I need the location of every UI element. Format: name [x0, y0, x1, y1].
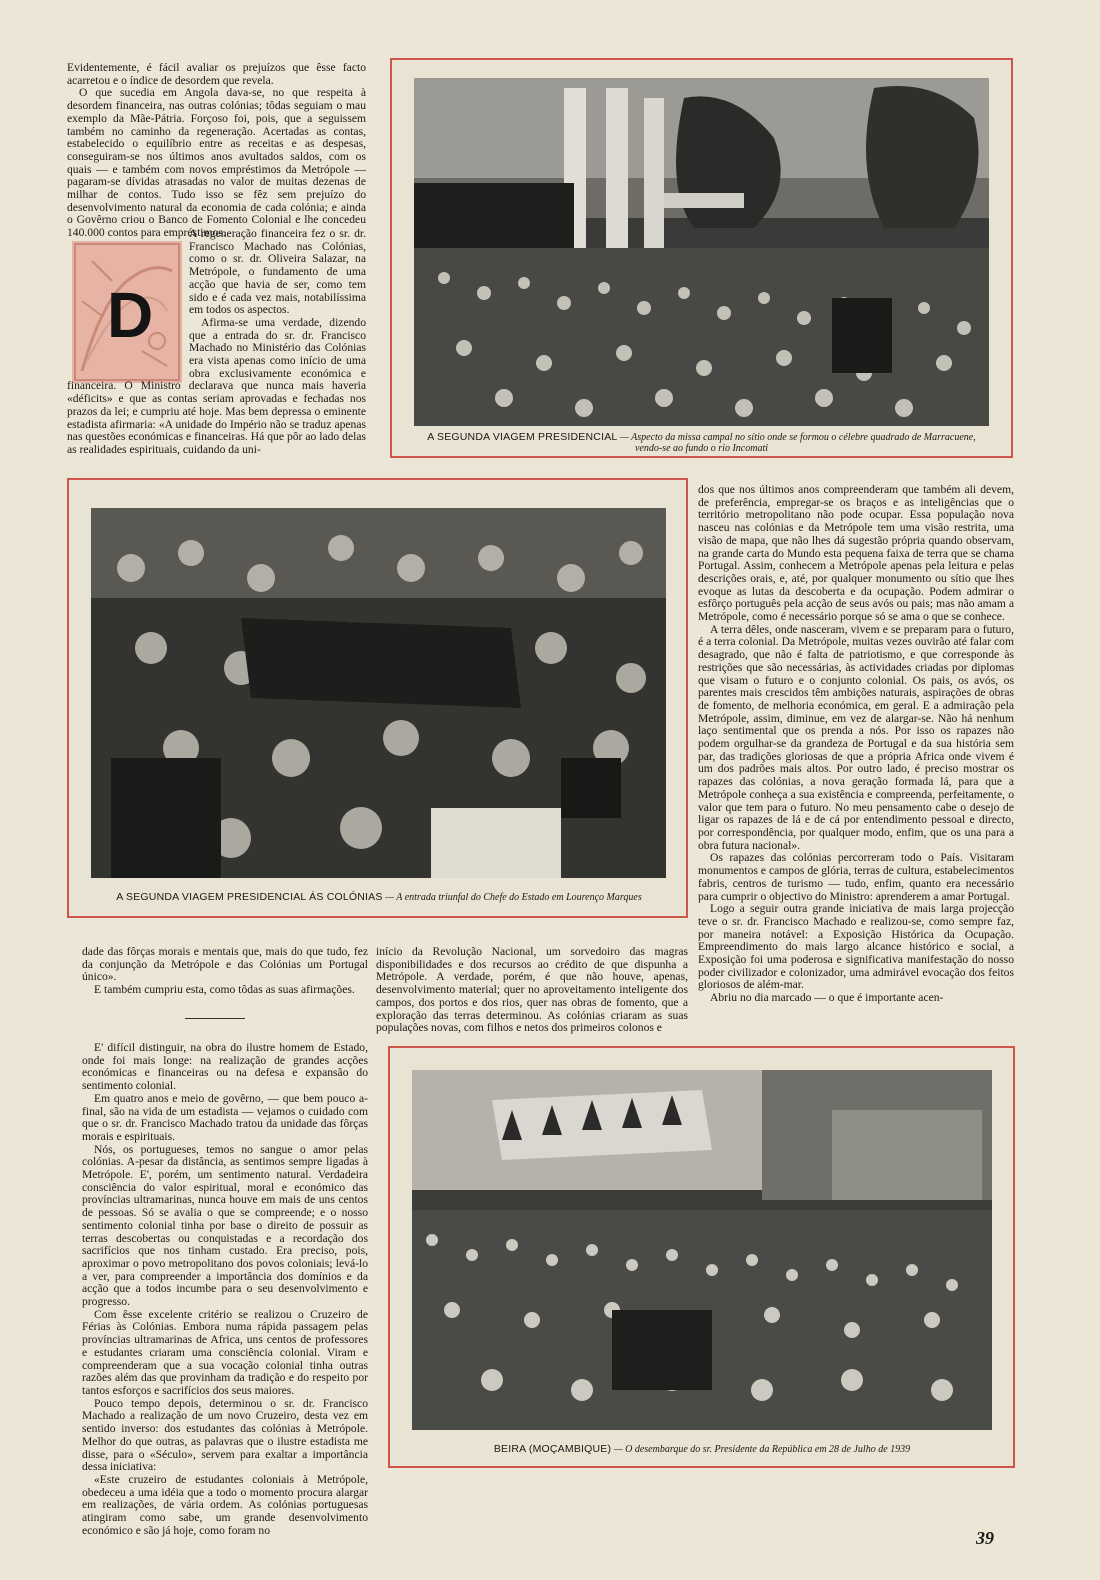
paragraph: Logo a seguir outra grande iniciativa de mais larga projecção teve o sr. dr. Francisco Machado e realizou-se, como sempre faz, por maneira notável: a Exposição Histórica da Ocupação. Empreendimento do mais largo alcance histórico e social, a Exposição foi uma poderosa e significativa manifestação do nosso poder civilizador e colonizador, uma admirável evocação dos feitos gloriosos de além-mar. — [698, 902, 1014, 992]
caption-text: — Aspecto da missa campal no sítio onde se formou o célebre quadrado de Marracuene, vendo-se ao fundo o rio Incomati — [617, 432, 976, 454]
photo-desembarque-beira — [412, 1070, 992, 1430]
paragraph: Os rapazes das colónias percorreram todo o País. Visitaram monumentos e campos de glória, terras de cultura, estabelecimentos fabris, centros de turismo — tudo, enfim, quanto era necessário para cumprir o objectivo do Ministro: aprenderem a amar Portugal. — [698, 851, 1014, 903]
paragraph: Nós, os portugueses, temos no sangue o amor pelas colónias. A-pesar da distância, as sentimos sempre ligadas à Metrópole. E', porém, um sentimento natural. Verdadeira consciência do valor espiritual, moral e económico das províncias ultramarinas, nunca houve em mais de uns centos de pessoas. Só se avalia o que se compreende; e o nosso sentimento colonial tinha por base o direito de possuir as terras descobertas ou conquistadas e a recordação dos sacrifícios que nos tinham custado. Era preciso, pois, aproximar o povo metropolitano dos povos coloniais; levá-lo a ver, para compreender a importância dos domínios e da acção que a todos incumbe para o seu desenvolvimento e progresso. — [82, 1142, 368, 1309]
paragraph: A regeneração financeira fez o sr. dr. Francisco Machado nas Colónias, como o sr. dr. Oliveira Salazar, na Metrópole, o fundamento de uma acção que havia de ser, como tem sido e é cada vez mais, notabilíssima em todos os aspectos. — [189, 227, 366, 317]
photo-frame-missa-campal — [390, 58, 1013, 458]
caption-heading: A SEGUNDA VIAGEM PRESIDENCIAL — [427, 431, 618, 443]
dropcap-spacer — [67, 228, 189, 380]
caption-heading: A SEGUNDA VIAGEM PRESIDENCIAL ÁS COLÓNIAS — [116, 891, 383, 903]
col1-dropcap-text — [67, 228, 366, 457]
photo-entrada-triunfal — [91, 508, 666, 878]
paragraph: «Este cruzeiro de estudantes coloniais à Metrópole, obedeceu a uma idéia que a todo o momento procura alargar em realizações, de vária ordem. As colónias portuguesas atingiram como sabe, um grande desenvolvimento económico e são já hoje, como foram no — [82, 1472, 368, 1537]
caption-text: — O desembarque do sr. Presidente da República em 28 de Julho de 1939 — [611, 1444, 911, 1455]
paragraph: Afirma-se uma verdade, dizendo que a entrada do sr. dr. Francisco Machado no Ministério das Colónias era vista apenas como início de uma obra exclusivamente económica e financeira. O Ministro declarava que nunca mais haveria «déficits» e que as contas seriam aprovadas e fechadas nos prazos da lei; e cumpriu até hoje. Mas bem depressa o eminente estadista afirmaria: «A unidade do Império não se traduz apenas nas questões económicas e financeiras. Há que pôr ao lado delas as realidades espirituais, cuidando da uni- — [67, 315, 366, 456]
paragraph: E' difícil distinguir, na obra do ilustre homem de Estado, onde foi mais longe: na realização de grandes acções económicas e financeiras ou na defesa e expansão do sentimento colonial. — [82, 1041, 368, 1093]
paragraph: início da Revolução Nacional, um sorvedoiro das magras disponibilidades e dos recursos ao crédito de que dispunha a Metrópole. A verdade, porém, é que não houve, apenas, desenvolvimento material; quer no aproveitamento inteligente dos campos, dos portos e dos rios, quer nas obras de fomento, que a exploração das terras determinou. As colónias criaram as suas populações novas, com filhos e netos dos primeiros colonos e — [376, 945, 688, 1035]
paragraph: dos que nos últimos anos compreenderam que também ali devem, de preferência, empregar-se os braços e as inteligências que o território metropolitano não pode ocupar. Essa população nova nasceu nas colónias e da Metrópole tem uma visão restrita, uma visão de mapa, que não lhes dá sugestão própria quando observam, na grande carta do Mundo esta pequena faixa de terra que se chama Portugal. Assim, conhecem a Metrópole apenas pela leitura e pelas descrições orais, e, até, por qualquer monumento ou sítio que lhes evoque as lutas da descoberta e da ocupação. Podem admirar o esfôrço português pela acção de seus avós ou pais; mas não amam a Metrópole, como é necessário porque só se ama o que se conhece. — [698, 483, 1014, 624]
section-divider — [185, 1018, 245, 1019]
caption-heading: BEIRA (MOÇAMBIQUE) — [493, 1443, 612, 1455]
page-number: 39 — [976, 1528, 994, 1548]
col1-bottom-text — [82, 1042, 368, 1537]
drop-cap-letter: D — [107, 279, 154, 351]
paragraph: dade das fôrças morais e mentais que, mais do que tudo, fez da conjunção da Metrópole e das Colónias um Portugal único». — [82, 945, 368, 984]
photo-frame-beira — [388, 1046, 1015, 1468]
paragraph: Evidentemente, é fácil avaliar os prejuízos que êsse facto acarretou e o índice de desordem que revela. — [67, 61, 366, 87]
col2-mid-text — [376, 946, 688, 1035]
photo-caption — [412, 1444, 992, 1455]
paragraph: Com êsse excelente critério se realizou o Cruzeiro de Férias às Colónias. Embora numa rápida passagem pelas províncias ultramarinas de Africa, uns centos de professores e estudantes criaram uma consciência colonial. Viram e compreenderam que a sua vocação colonial tinha outras razões além das que provinham da tradição e do respeito por tantos esforços e sacrifícios dos seus maiores. — [82, 1307, 368, 1397]
paragraph: Pouco tempo depois, determinou o sr. dr. Francisco Machado a realização de um novo Cruzeiro, desta vez em sentido inverso: dos estudantes das colónias à Metrópole. Melhor do que outras, as palavras que o ilustre estadista me disse, para o «Século», servem para exaltar a importância dessa iniciativa: — [82, 1396, 368, 1474]
col1-top-text — [67, 62, 366, 240]
paragraph: O que sucedia em Angola dava-se, no que respeita à desordem financeira, nas outras colónias; tôdas seguiam o mau exemplo da Mãe-Pátria. Forçoso foi, pois, que a seguissem também no caminho da regeneração. Acertadas as contas, estabelecido o equilíbrio entre as receitas e as despesas, conseguiram-se nos últimos anos avultados saldos, com os quais — e também com novos empréstimos da Metrópole — pagaram-se dívidas atrasadas no valor de muitas dezenas de milhar de contos. Tudo isso se fêz sem prejuízo do desenvolvimento natural da economia de cada colónia; e ainda o Govêrno criou o Banco de Fomento Colonial e lhe concedeu 140.000 contos para empréstimos. — [67, 86, 366, 240]
col1-mid-text — [82, 946, 368, 997]
photo-caption — [99, 892, 659, 903]
paragraph: A terra dêles, onde nasceram, vivem e se preparam para o futuro, é a terra colonial. Da Metrópole, muitas vezes ouvirão até falar com desagrado, que não é falta de patriotismo, e que corresponde às restrições que são necessárias, às actividades criadas por diplomas que visam o futuro e o conjunto colonial. Os pais, os avós, os parentes mais crescidos têm ambições naturais, aspirações de obras de fomento, de melhoria económica, em geral. E a admiração pela Metrópole, assim, diminue, em vez de alargar-se. Não há nenhum laço sentimental que os prenda a nós. Por isso os rapazes não podem orgulhar-se da grandeza de Portugal e da sua história sem par, das tradições gloriosas de que a própria Africa onde vivem é um dos padrões mais altos. Por outro lado, é preciso mostrar os rapazes das colónias, a nova geração formada lá, para que a Metrópole conheça a sua existência e compreenda, perfeitamente, o valor que tem para o futuro. No meu pensamento cabe o desejo de ligar os rapazes de lá e de cá por entendimento pessoal e directo, por correspondência, por qualquer modo, enfim, que os una para a obra futura nacional». — [698, 622, 1014, 852]
col3-text — [698, 484, 1014, 1005]
photo-caption — [414, 432, 989, 454]
paragraph: E também cumpriu esta, como tôdas as suas afirmações. — [94, 983, 355, 997]
paragraph: Em quatro anos e meio de govêrno, — que bem pouco a-final, são na vida de um estadista — vejamos o cuidado com que o sr. dr. Francisco Machado tratou da unidade das fôrças morais e espirituais. — [82, 1091, 368, 1143]
photo-frame-entrada-triunfal — [67, 478, 688, 918]
caption-text: — A entrada triunfal do Chefe do Estado em Lourenço Marques — [382, 892, 642, 903]
photo-missa-campal — [414, 78, 989, 426]
paragraph: Abriu no dia marcado — o que é importante acen- — [710, 991, 944, 1005]
